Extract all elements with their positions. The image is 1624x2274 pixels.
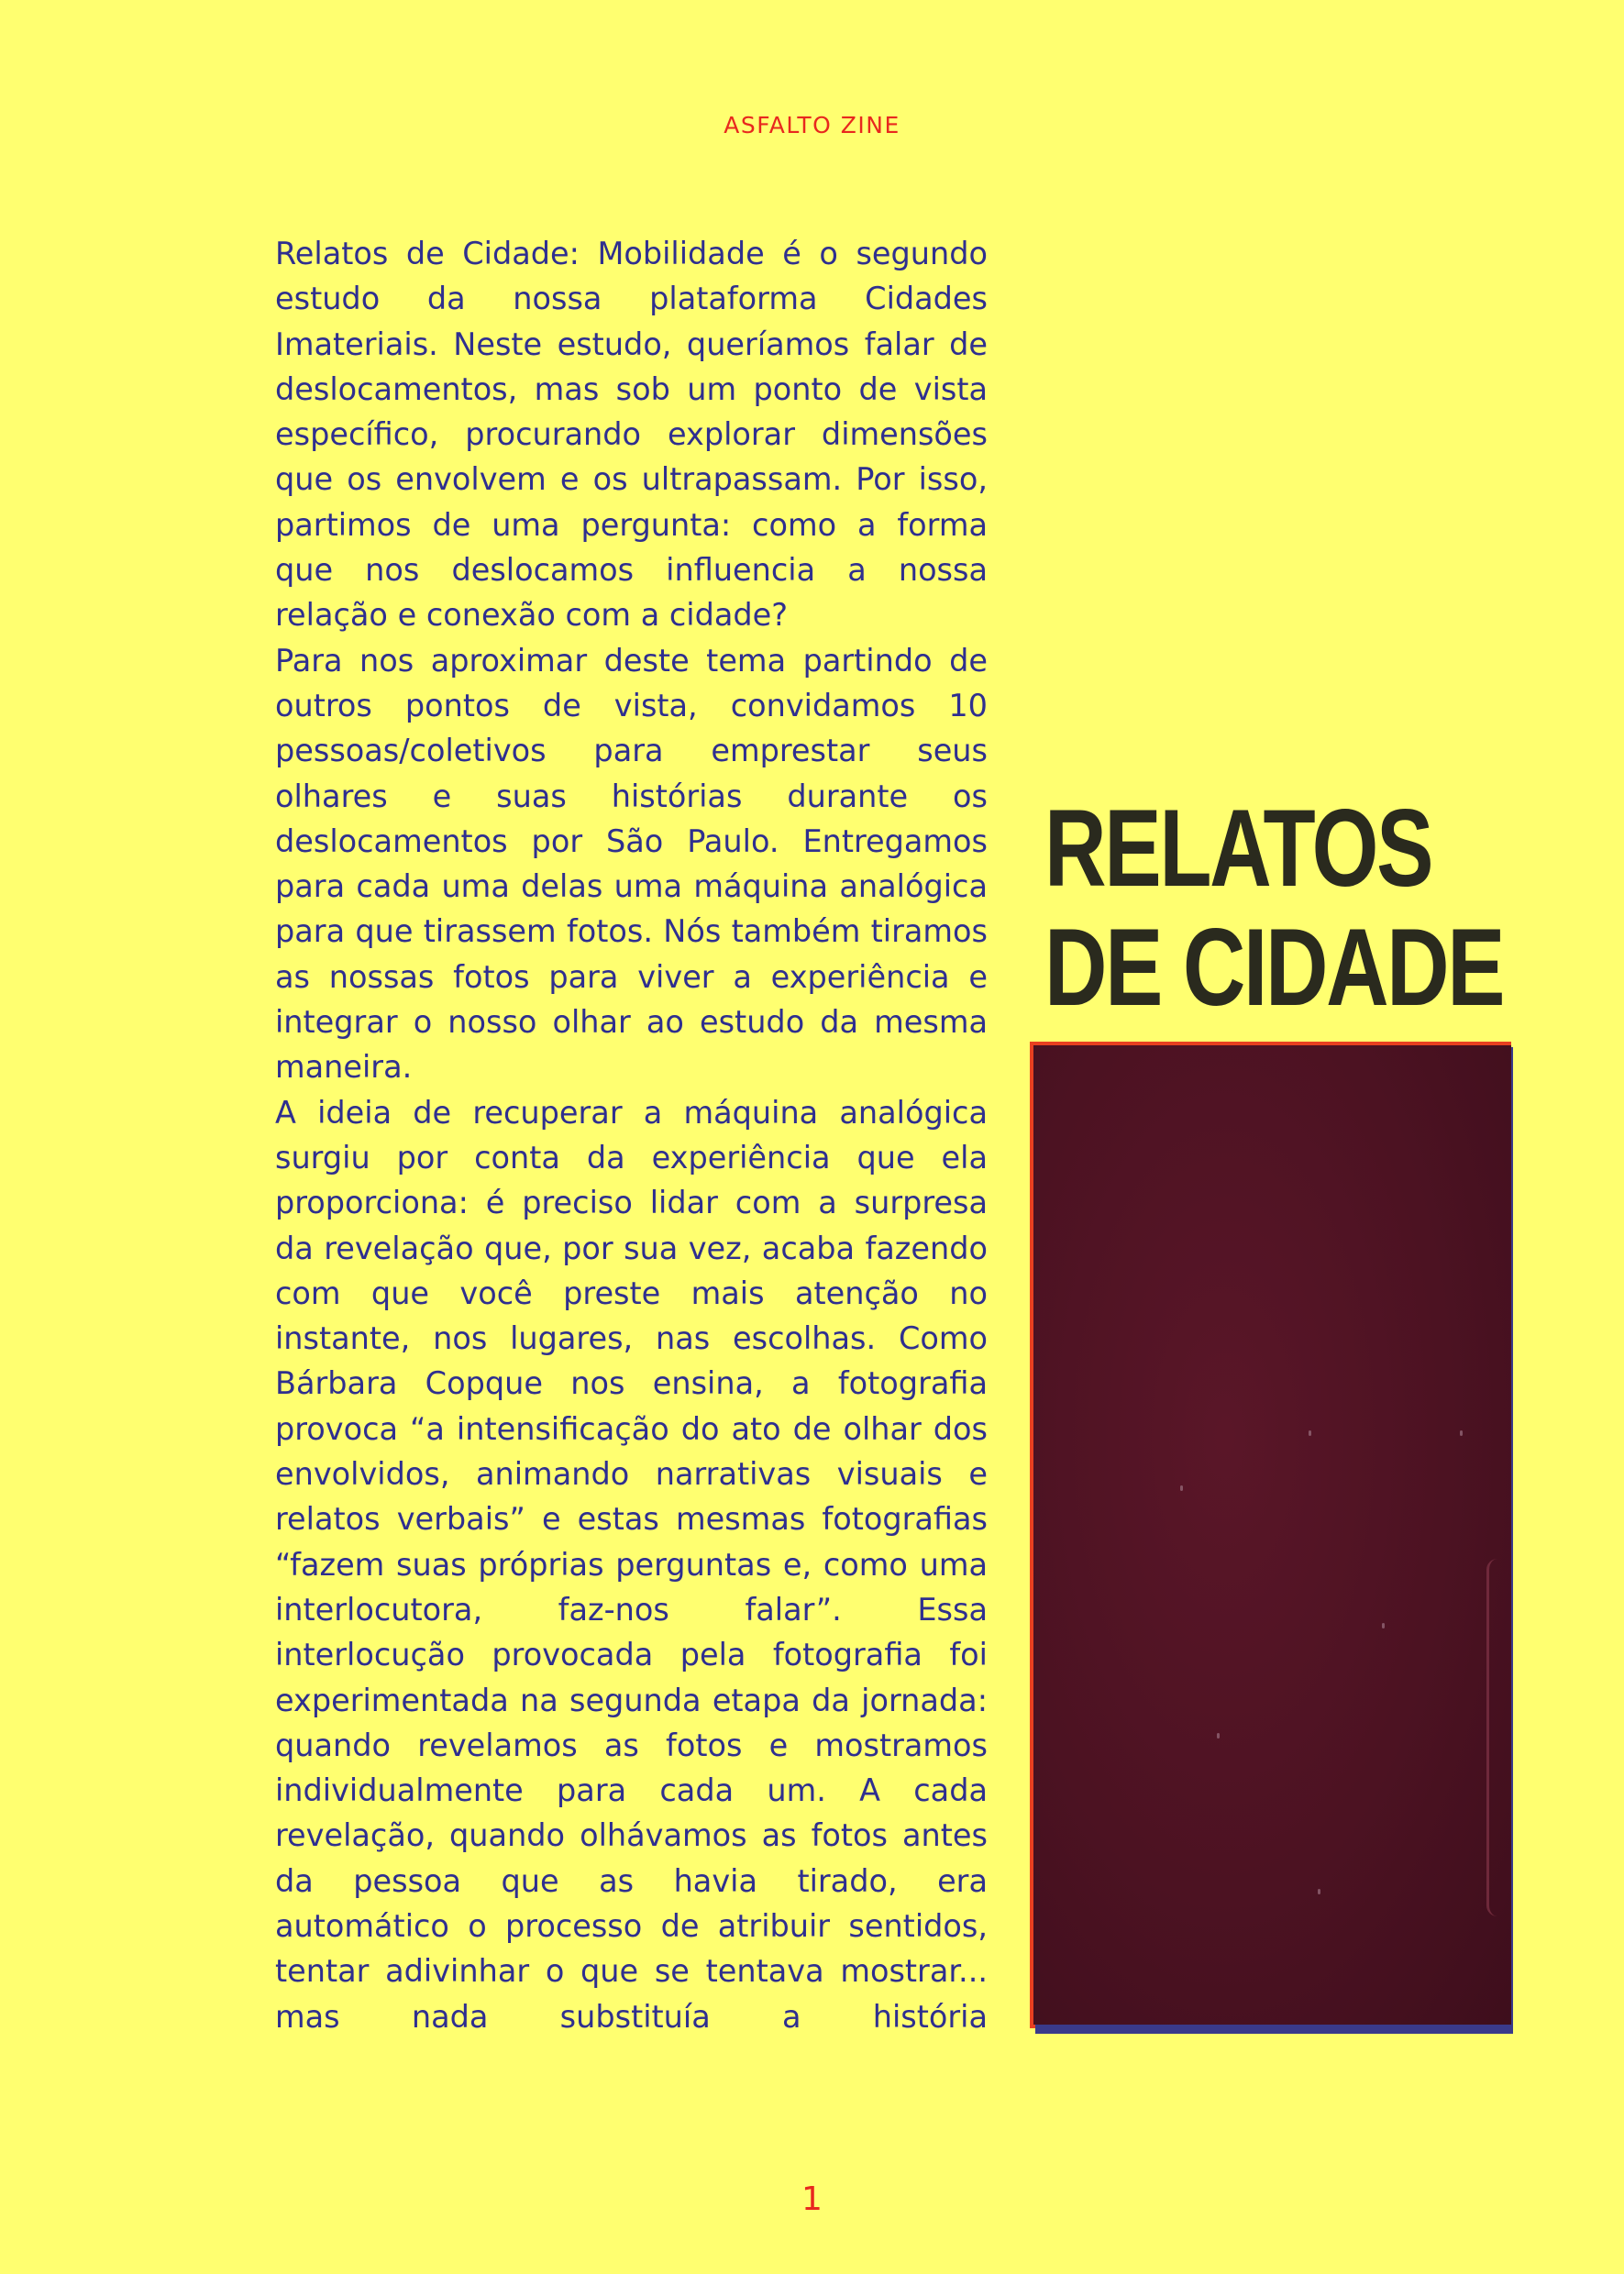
article-paragraph: Para nos aproximar deste tema partindo de outros pontos de vista, convidamos 10 pessoas/coletivos para emprestar seus olhares e suas histórias durante os deslocamentos por São Paulo. Entregamos para cada uma delas uma máquina analógica para que tirassem fotos. Nós também tiramos as nossas fotos para viver a experiência e integrar o nosso olhar ao estudo da mesma maneira. [275, 642, 988, 1086]
analog-photo-frame [1030, 1042, 1511, 2028]
logo-line-1: RELATOS [1044, 787, 1432, 910]
photo-speck [1382, 1623, 1385, 1628]
page-number: 1 [801, 2180, 823, 2218]
article-paragraph: A ideia de recuperar a máquina analógica surgiu por conta da experiência que ela proporciona: é preciso lidar com a surpresa da revelação que, por sua vez, acaba fazendo com que você preste mais atenção no instante, nos lugares, nas escolhas. Como Bárbara Copque nos ensina, a fotografia provoca “a intensificação do ato de olhar dos envolvidos, animando narrativas visuais e relatos verbais” e estas mesmas fotografias “fazem suas próprias perguntas e, como uma interlocutora, faz-nos falar”. Essa interlocução provocada pela fotografia foi experimentada na segunda etapa da jornada: quando revelamos as fotos e mostramos individualmente para cada um. A cada revelação, quando olhávamos as fotos antes da pessoa que as havia tirado, era automático o processo de atribuir sentidos, tentar adivinhar o que se tentava mostrar... mas nada substituía a história [275, 1094, 988, 2035]
photo-speck [1180, 1485, 1183, 1491]
article-body [275, 231, 988, 2039]
relatos-de-cidade-logo [1044, 787, 1504, 1029]
logo-line-2: DE CIDADE [1044, 906, 1504, 1029]
article-paragraph: Relatos de Cidade: Mobilidade é o segundo estudo da nossa plataforma Cidades Imateriais. Neste estudo, queríamos falar de deslocamentos, mas sob um ponto de vista específico, procurando explorar dimensões que os envolvem e os ultrapassam. Por isso, partimos de uma pergunta: como a forma que nos deslocamos influencia a nossa relação e conexão com a cidade? [275, 236, 988, 634]
photo-speck [1460, 1430, 1463, 1436]
zine-title: ASFALTO ZINE [724, 112, 900, 138]
analog-photo [1033, 1045, 1511, 2025]
photo-speck [1217, 1733, 1220, 1739]
photo-speck [1318, 1889, 1320, 1894]
photo-object-edge [1486, 1559, 1511, 1916]
photo-speck [1309, 1430, 1311, 1436]
